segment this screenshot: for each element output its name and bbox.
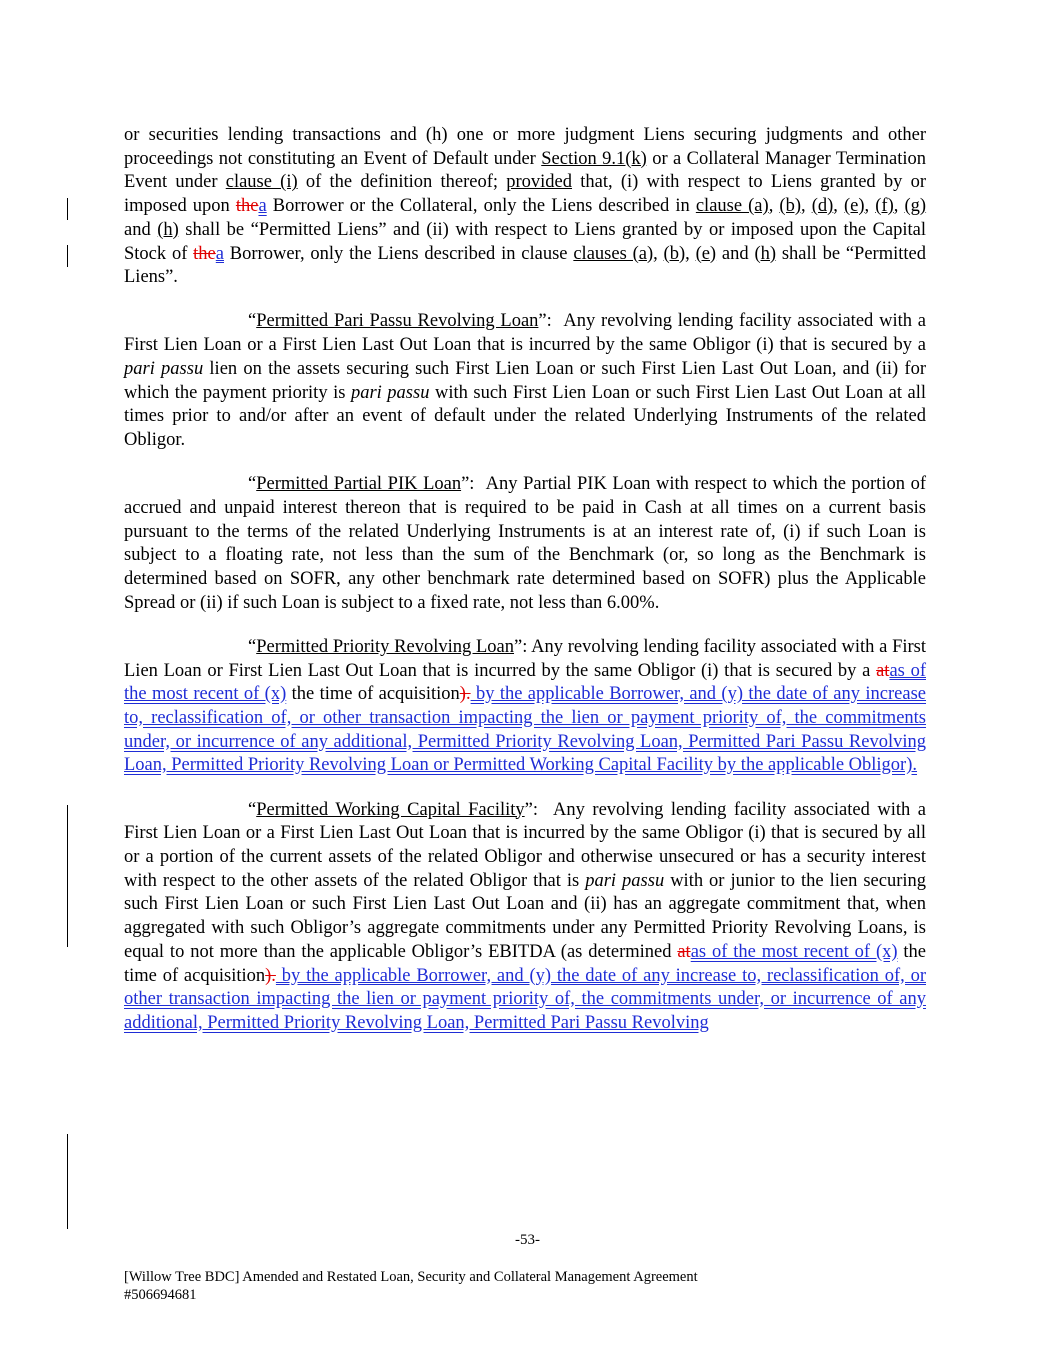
change-bar [67,198,68,220]
document-body [124,124,926,1056]
defined-term: Permitted Priority Revolving Loan [256,636,515,657]
footer-doc-id: #506694681 [124,1287,197,1303]
inserted-text: a [215,243,224,264]
change-bar [67,245,68,267]
inserted-text: by the applicable Borrower, and (y) the date of any increase to, reclassification of, or other transaction impacting the lien or payment priority of, the commitments under, or incurrence of any additional, Permitted Priority Revolving Loan, Permitted Pari Passu Revolving [124,965,926,1033]
proviso: provided [506,172,573,193]
page-number: -53- [515,1232,540,1248]
inserted-text: by the applicable Borrower, and (y) the date of any increase to, reclassification of, or other transaction impacting the lien or payment priority of, the commitments under, or incurrence of any additional, Permitted Priority Revolving Loan, Permitted Pari Passu Revolving Loan, Permitted Priority Revolving Loan or Permitted Working Capital Facility by the applicable Obligor). [124,684,926,776]
deleted-text: at [876,660,890,681]
deleted-text: the [193,243,216,264]
defined-term: Permitted Partial PIK Loan [256,474,462,495]
deleted-text: at [677,941,691,962]
inserted-text: a [258,196,267,217]
inserted-text: as of the most recent of (x) [124,660,926,705]
permitted-liens-continuation: or securities lending transactions and (h) one or more judgment Liens securing judgments and other proceedings not constituting an Event of Default under Section 9.1(k) or a Collateral Manager Termination Event under clause (i) of the definition thereof; provided that, (i) with respect to Liens granted by or imposed upon thea Borrower or the Collateral, only the Liens described in clause (a), (b), (d), (e), (f), (g) and (h) shall be “Permitted Liens” and (ii) with respect to Liens granted by or imposed upon the Capital Stock of thea Borrower, only the Liens described in clause clauses (a), (b), (e) and (h) shall be “Permitted Liens”. [124,125,927,288]
defined-term: Permitted Working Capital Facility [256,799,525,820]
deleted-text: ). [459,684,471,705]
defined-term: Permitted Pari Passu Revolving Loan [256,311,539,332]
change-bar [67,805,68,947]
change-bar [67,1134,68,1229]
definition-partial-pik-loan: “Permitted Partial PIK Loan”: Any Partial PIK Loan with respect to which the portion of accrued and unpaid interest thereon that is required to be paid in Cash at all times on a current basis pursuant to the terms of the related Underlying Instruments is at an interest rate of, (i) if such Loan is subject to a floating rate, not less than the sum of the Benchmark (or, so long as the Benchmark is determined based on SOFR, any other benchmark rate determined based on SOFR) plus the Applicable Spread or (ii) if such Loan is subject to a fixed rate, not less than 6.00%. [124,474,926,613]
footer [124,1268,698,1304]
definition-working-capital-facility: “Permitted Working Capital Facility”: Any revolving lending facility associated with a First Lien Loan or a First Lien Last Out Loan that is incurred by the same Obligor (i) that is secured by all or a portion of the current assets of the related Obligor and otherwise unsecured or has a security interest with respect to the other assets of the related Obligor that is pari passu with or junior to the lien securing such First Lien Loan or such First Lien Last Out Loan and (ii) has an aggregate commitment that, when aggregated with such Obligor’s aggregate commitments under any Permitted Priority Revolving Loans, is equal to not more than the applicable Obligor’s EBITDA (as determined atas of the most recent of (x) the time of acquisition). by the applicable Borrower, and (y) the date of any increase to, reclassification of, or other transaction impacting the lien or payment priority of, the commitments under, or incurrence of any additional, Permitted Priority Revolving Loan, Permitted Pari Passu Revolving [124,799,926,1033]
definition-priority-revolving-loan: “Permitted Priority Revolving Loan”: Any revolving lending facility associated with a First Lien Loan or First Lien Last Out Loan that is incurred by the same Obligor (i) that is secured by a atas of the most recent of (x) the time of acquisition). by the applicable Borrower, and (y) the date of any increase to, reclassification of, or other transaction impacting the lien or payment priority of, the commitments under, or incurrence of any additional, Permitted Priority Revolving Loan, Permitted Pari Passu Revolving Loan, Permitted Priority Revolving Loan or Permitted Working Capital Facility by the applicable Obligor). [124,636,926,776]
clause-reference: clause (i) [225,172,298,193]
deleted-text: the [235,196,259,217]
inserted-text: as of the most recent of (x) [690,941,898,962]
section-reference: Section 9.1(k) [541,148,647,169]
footer-title: [Willow Tree BDC] Amended and Restated Loan, Security and Collateral Management Agreement [124,1269,698,1285]
definition-pari-passu-revolving-loan: “Permitted Pari Passu Revolving Loan”: Any revolving lending facility associated with a First Lien Loan or a First Lien Last Out Loan that is incurred by the same Obligor (i) that is secured by a pari passu lien on the assets securing such First Lien Loan or such First Lien Last Out Loan, and (ii) for which the payment priority is pari passu with such First Lien Loan or such First Lien Last Out Loan at all times prior to and/or after an event of default under the related Underlying Instruments of the related Obligor. [124,311,926,450]
deleted-text: ). [265,965,276,986]
